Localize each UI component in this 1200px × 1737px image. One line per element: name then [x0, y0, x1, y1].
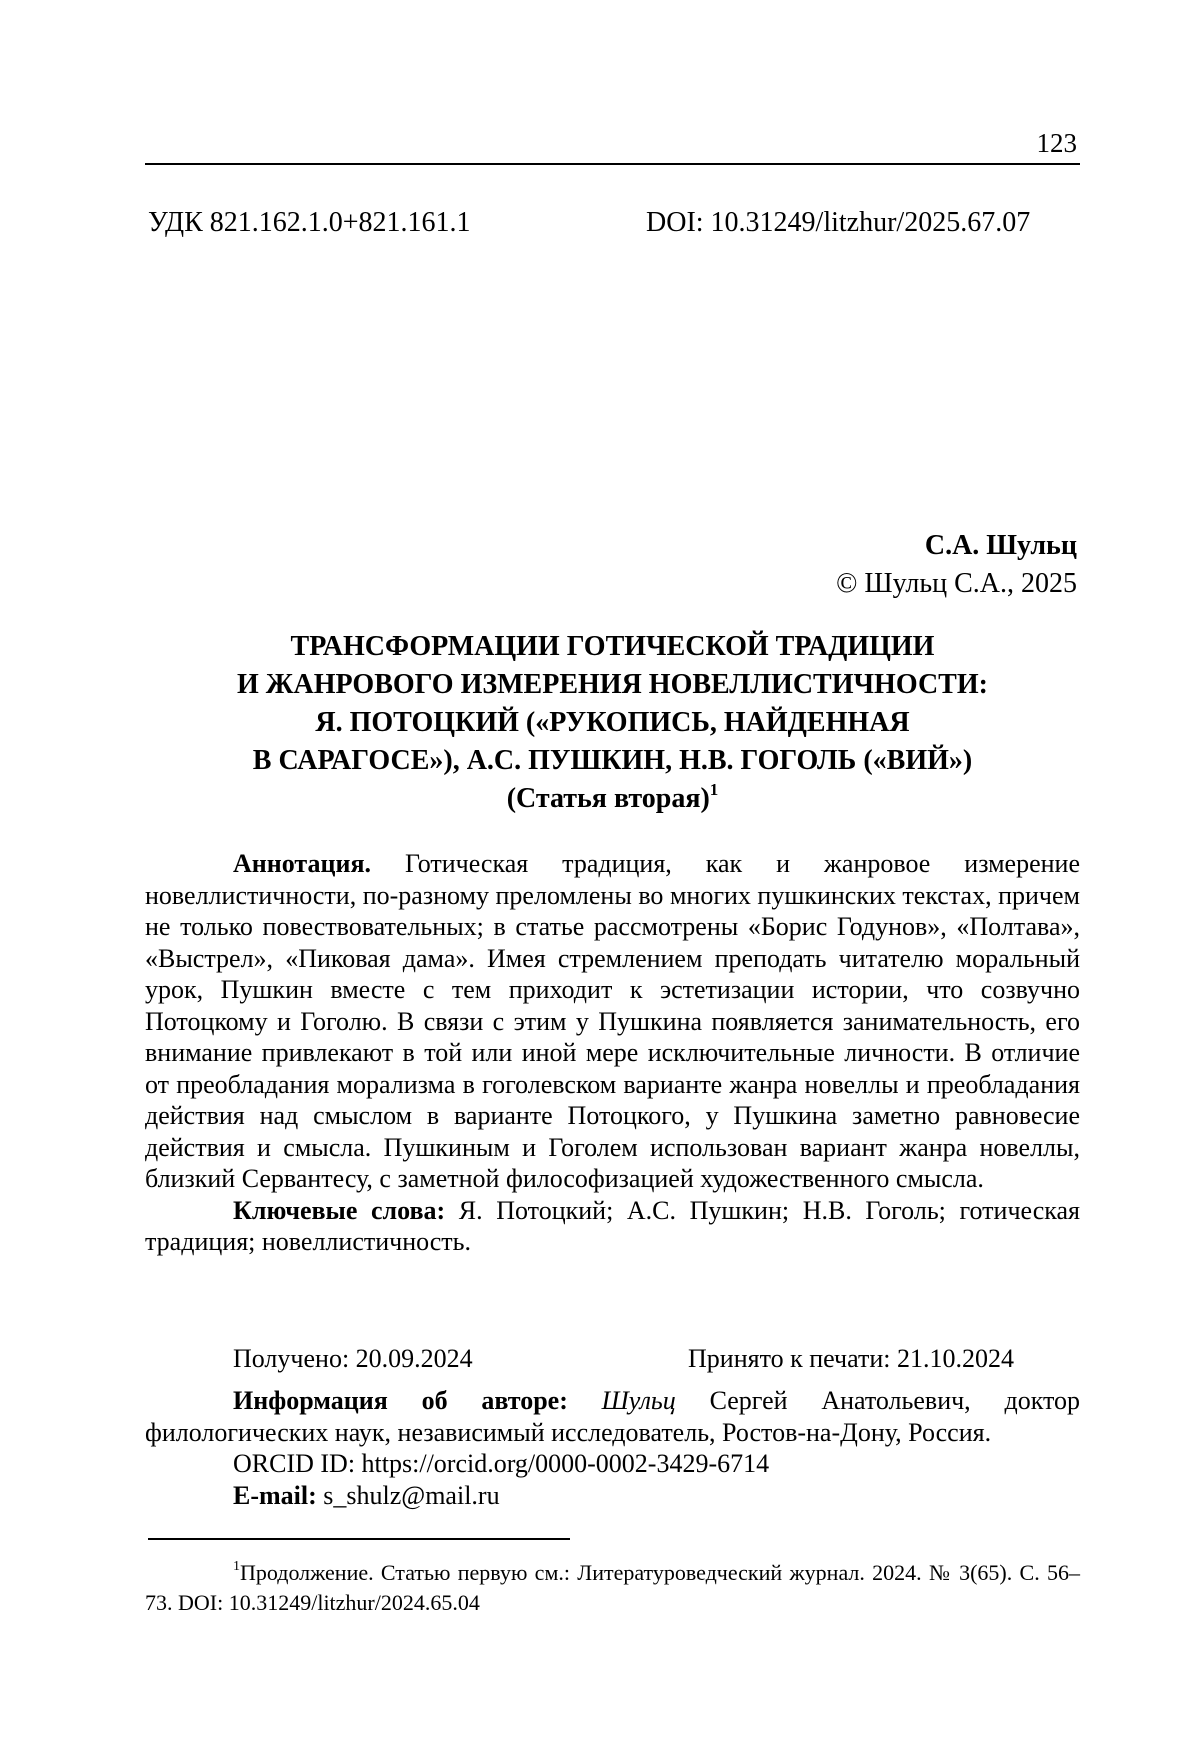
- footnote-paragraph: [145, 1558, 1080, 1618]
- footnote-number: 1: [233, 1558, 240, 1574]
- title-line: ТРАНСФОРМАЦИИ ГОТИЧЕСКОЙ ТРАДИЦИИ: [290, 631, 935, 662]
- title-line: В САРАГОСЕ»), А.С. ПУШКИН, Н.В. ГОГОЛЬ («ВИЙ»): [252, 745, 973, 776]
- subtitle-text: (Статья вторая): [506, 783, 710, 814]
- received-date: Получено: 20.09.2024: [233, 1344, 473, 1373]
- udk-code: УДК 821.162.1.0+821.161.1: [148, 207, 471, 238]
- keywords-text: Я. Потоцкий; А.С. Пушкин; Н.В. Гоголь; готическая традиция; новеллистичность.: [145, 1195, 1080, 1256]
- email-value: s_shulz@mail.ru: [323, 1480, 500, 1510]
- author-name: С.А. Шульц: [924, 530, 1077, 561]
- abstract-label: Аннотация.: [233, 849, 372, 878]
- orcid: ORCID ID: https://orcid.org/0000-0002-3429-6714: [233, 1449, 770, 1478]
- author-info-paragraph: [145, 1385, 1080, 1448]
- author-surname: Шульц: [601, 1386, 676, 1415]
- title-line: Я. ПОТОЦКИЙ («РУКОПИСЬ, НАЙДЕННАЯ: [315, 707, 910, 738]
- title-line: И ЖАНРОВОГО ИЗМЕРЕНИЯ НОВЕЛЛИСТИЧНОСТИ:: [237, 669, 988, 700]
- footnote-text: Продолжение. Статью первую см.: Литературоведческий журнал. 2024. № 3(65). С. 56–73. DOI: 10.31249/litzhur/2024.65.04: [145, 1560, 1080, 1615]
- copyright: © Шульц С.А., 2025: [836, 568, 1077, 599]
- article-title: [145, 628, 1080, 818]
- author-info-label: Информация об авторе:: [233, 1386, 568, 1415]
- keywords-paragraph: [145, 1195, 1080, 1258]
- dates-row: [233, 1344, 1080, 1374]
- header-rule: [145, 163, 1080, 165]
- keywords-label: Ключевые слова:: [233, 1195, 446, 1225]
- author-info-text: Сергей Анатольевич, доктор филологических наук, независимый исследователь, Ростов-на-Дону, Россия.: [145, 1386, 1080, 1447]
- abstract-text: Готическая традиция, как и жанровое измерение новеллистичности, по-разному преломлены во многих пушкинских текстах, причем не только повествовательных; в статье рассмотрены «Борис Годунов», «Полтава», «Выстрел», «Пиковая дама». Имея стремлением преподать читателю моральный урок, Пушкин вместе с тем приходит к эстетизации истории, что созвучно Потоцкому и Гоголю. В связи с этим у Пушкина появляется занимательность, его внимание привлекают в той или иной мере исключительные личности. В отличие от преобладания морализма в гоголевском варианте жанра новеллы и преобладания действия над смыслом в варианте Потоцкого, у Пушкина заметно равновесие действия и смысла. Пушкиным и Гоголем использован вариант жанра новеллы, близкий Сервантесу, с заметной философизацией художественного смысла.: [145, 849, 1080, 1193]
- author-block: [836, 527, 1077, 603]
- doi: DOI: 10.31249/litzhur/2025.67.07: [646, 207, 1031, 238]
- title-subtitle: [145, 780, 1080, 818]
- abstract-section: [145, 848, 1080, 1258]
- accepted-date: Принято к печати: 21.10.2024: [688, 1344, 1014, 1373]
- author-info-section: [145, 1385, 1080, 1511]
- page-number: 123: [1036, 128, 1077, 158]
- footnote-marker: 1: [709, 779, 719, 799]
- abstract-paragraph: [145, 848, 1080, 1195]
- email-label: E-mail:: [233, 1480, 317, 1510]
- footnote-rule: [148, 1538, 570, 1540]
- email-line: [145, 1480, 1080, 1512]
- footnote: [145, 1558, 1080, 1618]
